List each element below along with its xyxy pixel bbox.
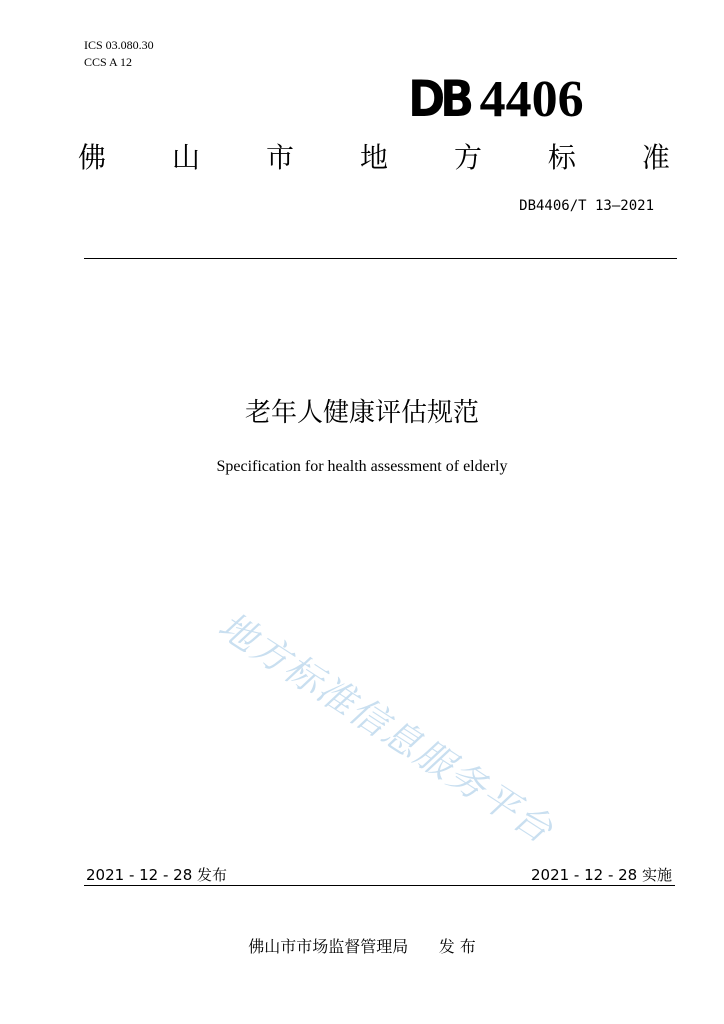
org-title-char: 市 xyxy=(265,141,294,174)
standard-mark-number: 4406 xyxy=(479,70,584,128)
org-title-char: 准 xyxy=(641,141,670,174)
org-title xyxy=(78,138,670,178)
publish-date: 2021 - 12 - 28 发布 xyxy=(86,866,228,884)
standard-mark xyxy=(408,68,584,130)
watermark: 地方标准信息服务平台 xyxy=(210,603,562,853)
header-divider xyxy=(84,258,677,259)
standard-mark-letters: DB xyxy=(408,70,469,128)
issuing-authority: 佛山市市场监督管理局 发 布 xyxy=(248,937,476,956)
org-title-char: 地 xyxy=(359,141,388,174)
ccs-code: CCS A 12 xyxy=(84,55,133,69)
org-title-char: 山 xyxy=(171,141,200,174)
footer-divider xyxy=(84,885,675,886)
org-title-char: 方 xyxy=(453,141,482,174)
org-title-char: 佛 xyxy=(78,141,107,174)
ics-code: ICS 03.080.30 xyxy=(84,38,154,52)
implement-date: 2021 - 12 - 28 实施 xyxy=(530,866,672,884)
document-code: DB4406/T 13—2021 xyxy=(519,198,654,214)
document-title-en: Specification for health assessment of elderly xyxy=(216,458,508,475)
org-title-char: 标 xyxy=(547,141,576,174)
classification-codes xyxy=(84,37,154,71)
document-title-cn: 老年人健康评估规范 xyxy=(244,398,479,428)
